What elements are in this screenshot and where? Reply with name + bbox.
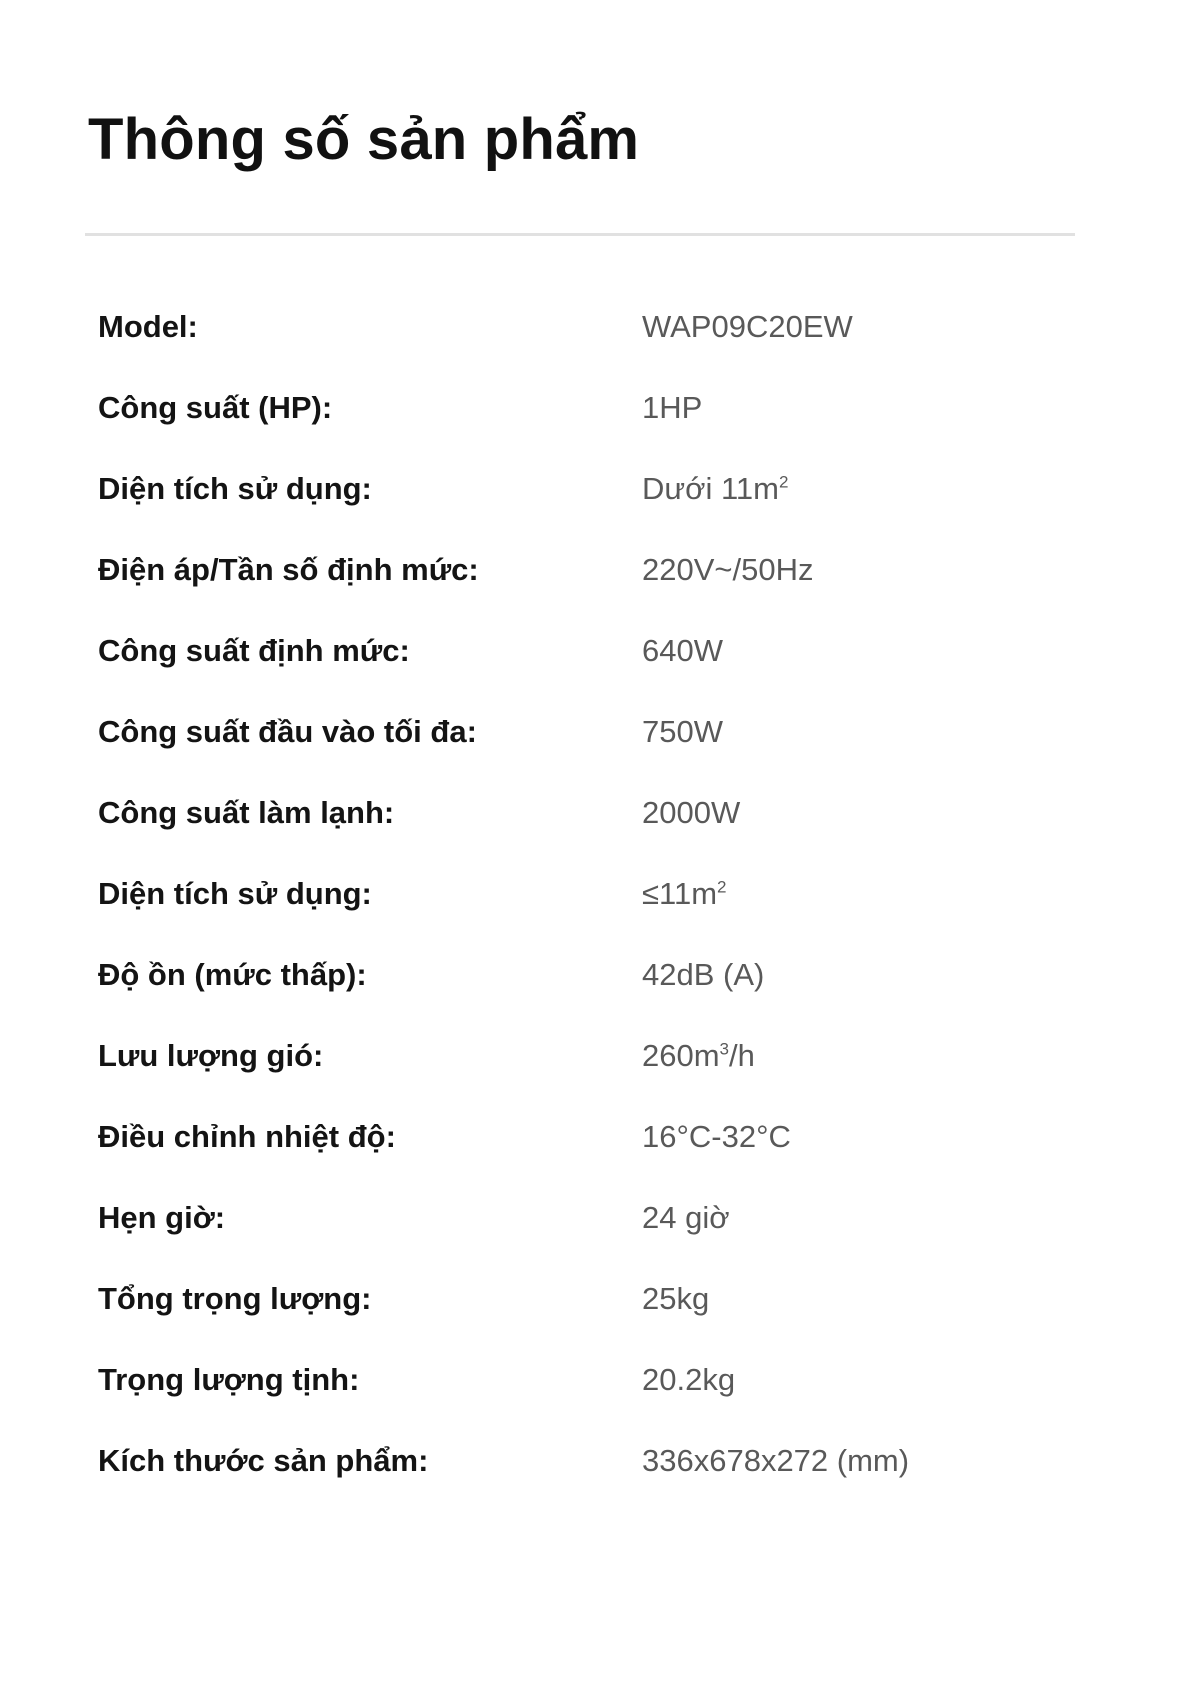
spec-row <box>0 1424 1200 1505</box>
spec-label: Hẹn giờ: <box>98 1200 226 1235</box>
spec-label: Điện áp/Tần số định mức: <box>98 552 479 587</box>
spec-row <box>0 452 1200 533</box>
spec-value: $260m^3/h$ <box>642 1038 755 1073</box>
spec-row <box>0 371 1200 452</box>
spec-list <box>0 290 1200 1505</box>
spec-value: 20.2kg <box>642 1362 736 1397</box>
title-divider <box>85 233 1075 236</box>
spec-label: Độ ồn (mức thấp): <box>98 957 367 992</box>
spec-row <box>0 1100 1200 1181</box>
spec-row <box>0 290 1200 371</box>
spec-row <box>0 614 1200 695</box>
spec-label: Lưu lượng gió: <box>98 1038 324 1073</box>
spec-value: 42dB (A) <box>642 957 765 992</box>
spec-value: 336x678x272 (mm) <box>642 1443 910 1478</box>
spec-label: Công suất (HP): <box>98 390 333 425</box>
spec-row <box>0 1181 1200 1262</box>
spec-value: 640W <box>642 633 723 668</box>
spec-label: Trọng lượng tịnh: <box>98 1362 360 1397</box>
spec-label: Model: <box>98 309 198 344</box>
spec-value: 16°C-32°C <box>642 1119 791 1154</box>
page-title: Thông số sản phẩm <box>88 107 640 172</box>
spec-value: Dưới $11m^2$ <box>642 471 789 506</box>
spec-label: Diện tích sử dụng: <box>98 876 372 911</box>
spec-row <box>0 533 1200 614</box>
spec-label: Kích thước sản phẩm: <box>98 1443 429 1478</box>
spec-value: $\le 11m^2$ <box>642 876 727 911</box>
spec-row <box>0 938 1200 1019</box>
spec-label: Diện tích sử dụng: <box>98 471 372 506</box>
spec-value: 750W <box>642 714 723 749</box>
spec-value: 220V~/50Hz <box>642 552 814 587</box>
spec-label: Tổng trọng lượng: <box>98 1281 372 1316</box>
spec-value: 25kg <box>642 1281 710 1316</box>
spec-label: Công suất định mức: <box>98 633 410 668</box>
spec-row <box>0 776 1200 857</box>
spec-value: 24 giờ <box>642 1200 730 1235</box>
spec-row <box>0 695 1200 776</box>
spec-row <box>0 1343 1200 1424</box>
spec-value: 2000W <box>642 795 741 830</box>
spec-label: Công suất đầu vào tối đa: <box>98 714 477 749</box>
spec-row <box>0 1262 1200 1343</box>
spec-row <box>0 857 1200 938</box>
spec-row <box>0 1019 1200 1100</box>
spec-value: WAP09C20EW <box>642 309 853 344</box>
spec-label: Điều chỉnh nhiệt độ: <box>98 1119 396 1154</box>
spec-value: 1HP <box>642 390 703 425</box>
spec-label: Công suất làm lạnh: <box>98 795 395 830</box>
